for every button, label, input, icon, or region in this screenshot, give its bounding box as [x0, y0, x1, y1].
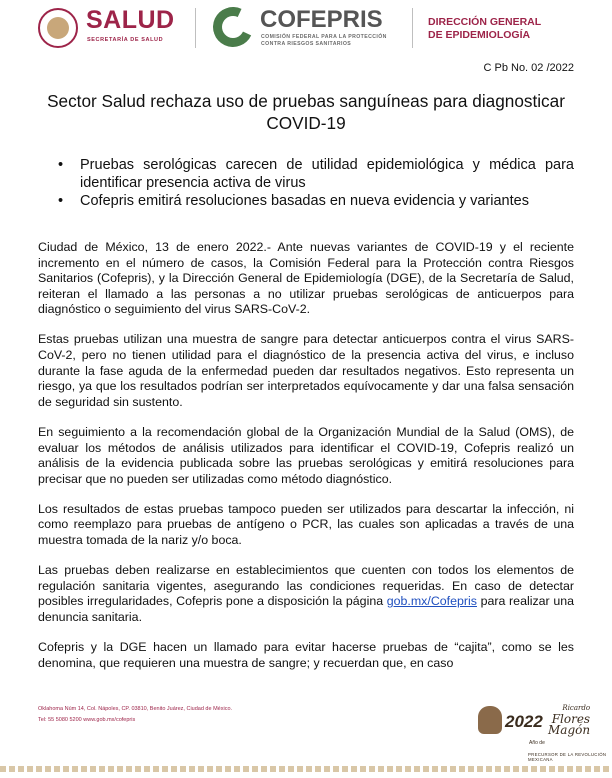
dge-line2: DE EPIDEMIOLOGÍA	[428, 28, 531, 41]
address-line: Oklahoma Núm 14, Col. Nápoles, CP. 03810, Benito Juárez, Ciudad de México.	[38, 706, 233, 712]
headline: Sector Salud rechaza uso de pruebas sanguíneas para diagnosticar COVID-19	[47, 91, 565, 133]
year-emblem	[505, 712, 543, 732]
cofepris-logo-icon	[207, 1, 258, 52]
honoree-name-line3: Magón	[548, 723, 591, 737]
document-number: C Pb No. 02 /2022	[483, 62, 574, 74]
bullet-marker: •	[58, 157, 64, 173]
paragraph-text: Las pruebas deben realizarse en establecimientos que cuenten con todos los elementos de regulación sanitaria vigentes, asegurando las condiciones requeridas. En caso de detectar posibles irregularidades, Cofepris pone a disposición la página	[38, 563, 574, 609]
salud-logo-subtitle: SECRETARÍA DE SALUD	[87, 37, 164, 43]
paragraph-with-link	[38, 563, 574, 625]
bullet-item	[58, 156, 574, 192]
press-release-body	[38, 240, 574, 686]
cofepris-link[interactable]: gob.mx/Cofepris	[386, 594, 477, 609]
honoree-name-line2: Flores	[551, 712, 591, 726]
bullet-item	[58, 192, 574, 210]
letterhead	[0, 0, 612, 56]
honoree-tagline: PRECURSOR DE LA REVOLUCIÓN MEXICANA	[528, 752, 607, 762]
cofepris-subtitle-line1: COMISIÓN FEDERAL PARA LA PROTECCIÓN	[261, 34, 387, 40]
honoree-name	[548, 703, 590, 736]
paragraph: Estas pruebas utilizan una muestra de sangre para detectar anticuerpos contra el virus SARS-CoV-2, pero no tienen utilidad para el diagnóstico de la presencia activa del virus, e incluso durante la fase aguda de la enfermedad pueden dar resultados negativos. Esto representa un riesgo, ya que los resultados podrían ser interpretados equívocamente y dar una falsa sensación de seguridad sin sustento.	[38, 332, 574, 409]
bullet-text: Cofepris emitirá resoluciones basadas en nueva evidencia y variantes	[80, 193, 529, 209]
paragraph: Cofepris y la DGE hacen un llamado para evitar hacerse pruebas de “cajita”, como se les denomina, que requieren una muestra de sangre; y recuerdan que, en caso	[38, 639, 574, 670]
honoree-first-name: Ricardo	[562, 704, 591, 712]
cofepris-subtitle-line2: CONTRA RIESGOS SANITARIOS	[261, 40, 352, 47]
paragraph-text: para realizar una denuncia sanitaria.	[38, 594, 574, 624]
paragraph: Los resultados de estas pruebas tampoco pueden ser utilizados para descartar la infección, ni como reemplazo para pruebas de antígeno o PCR, las cuales son aplicadas a través de una muestra tomada de la nariz y/o boca.	[38, 501, 574, 547]
dge-line1: DIRECCIÓN GENERAL	[428, 16, 542, 28]
header-divider	[195, 8, 196, 48]
national-seal-icon	[38, 8, 78, 48]
cofepris-logo-title: COFEPRIS	[260, 6, 383, 33]
paragraph: En seguimiento a la recomendación global de la Organización Mundial de la Salud (OMS), de evaluar los métodos de análisis utilizados para identificar el COVID-19, Cofepris realizó un análisis de la evidencia publicada sobre las pruebas serológicas y emitirá resoluciones para precisar que no pueden ser utilizadas como método diagnóstico.	[38, 424, 574, 486]
paragraph: Ciudad de México, 13 de enero 2022.- Ante nuevas variantes de COVID-19 y el reciente incremento en el número de casos, la Comisión Federal para la Protección contra Riesgos Sanitarios (Cofepris), y la Dirección General de Epidemiología (DGE), de la Secretaría de Salud, reiteran el llamado a las personas a no utilizar pruebas serológicas de anticuerpos para diagnóstico o seguimiento del virus SARS-CoV-2.	[38, 240, 574, 317]
header-divider	[412, 8, 413, 48]
contact-line: Tel: 55 5080 5200 www.gob.mx/cofepris	[38, 717, 136, 723]
salud-logo-title: SALUD	[86, 6, 175, 34]
year-number: 2022	[505, 712, 543, 731]
cofepris-logo-subtitle	[261, 34, 387, 47]
year-label: Año de	[529, 740, 545, 746]
portrait-icon	[478, 706, 502, 734]
bullet-list	[58, 156, 574, 210]
footer-address	[38, 704, 232, 726]
bullet-marker: •	[58, 193, 64, 209]
decorative-border	[0, 766, 612, 772]
bullet-text: Pruebas serológicas carecen de utilidad epidemiológica y médica para identificar presencia activa de virus	[80, 157, 574, 191]
dge-label	[428, 16, 541, 41]
